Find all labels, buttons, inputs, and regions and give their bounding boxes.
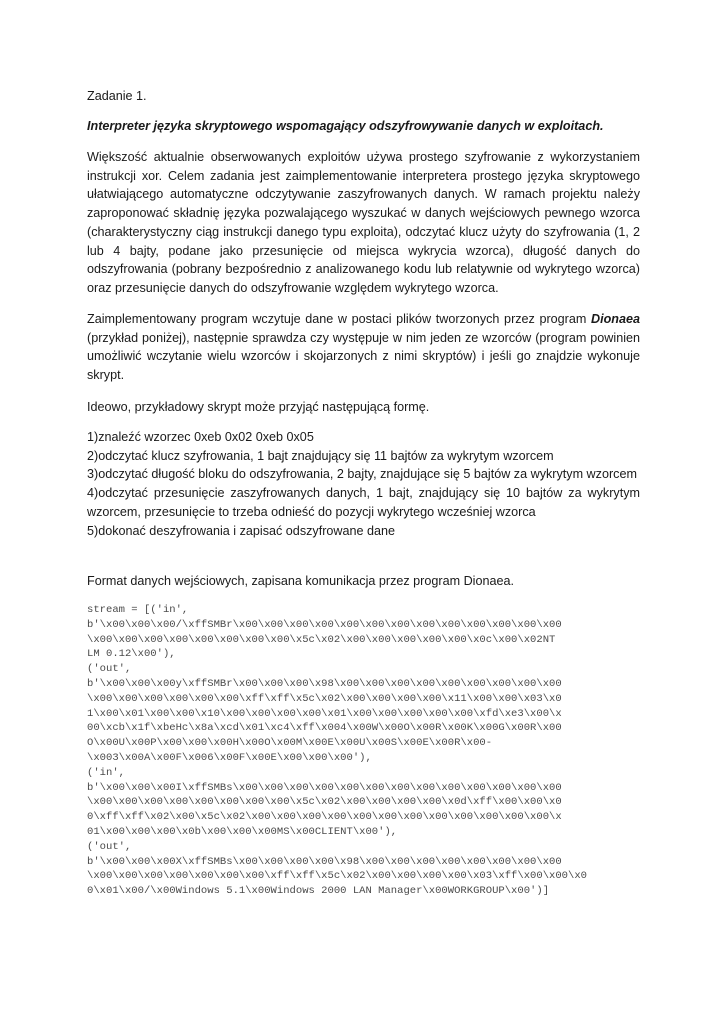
- list-item: 5)dokonać deszyfrowania i zapisać odszyfrowane dane: [87, 523, 396, 538]
- code-listing: stream = [('in', b'\x00\x00\x00/\xffSMBr\x00\x00\x00\x00\x00\x00\x00\x00\x00\x00\x00\x00\x00 \x00\x00\x00\x00\x00\x00\x00\x00\x5c\x02\x00\x00\x00\x00\x00\x0c\x00\x02NT LM 0.12\x00'), ('out', b'\x00\x00\x00y\xffSMBr\x00\x00\x00\x98\x00\x00\x00\x00\x00\x00\x00\x00\x00 \x00\x00\x00\x00\x00\x00\xff\xff\x5c\x02\x00\x00\x00\x00\x11\x00\x00\x03\x0 1\x00\x01\x00\x00\x10\x00\x00\x00\x00\x01\x00\x00\x00\x00\x00\xfd\xe3\x00\x 00\xcb\x1f\xbeHc\x8a\xcd\x01\xc4\xff\x004\x00W\x00O\x00R\x00K\x00G\x00R\x00 O\x00U\x00P\x00\x00\x00H\x00O\x00M\x00E\x00U\x00S\x00E\x00R\x00- \x003\x00A\x00F\x006\x00F\x00E\x00\x00\x00'), ('in', b'\x00\x00\x00I\xffSMBs\x00\x00\x00\x00\x00\x00\x00\x00\x00\x00\x00\x00\x00 \x00\x00\x00\x00\x00\x00\x00\x00\x5c\x02\x00\x00\x00\x00\x0d\xff\x00\x00\x0 0\xff\xff\x02\x00\x5c\x02\x00\x00\x00\x00\x00\x00\x00\x00\x00\x00\x00\x00\x 01\x00\x00\x00\x0b\x00\x00\x00MS\x00CLIENT\x00'), ('out', b'\x00\x00\x00X\xffSMBs\x00\x00\x00\x00\x98\x00\x00\x00\x00\x00\x00\x00\x00 \x00\x00\x00\x00\x00\x00\x00\xff\xff\x5c\x02\x00\x00\x00\x00\x03\xff\x00\x00\x0 0\x01\x00/\x00Windows 5.1\x00Windows 2000 LAN Manager\x00WORKGROUP\x00')]: [87, 604, 588, 898]
- task-label: Zadanie 1.: [87, 89, 147, 103]
- list-item: 3)odczytać długość bloku do odszyfrowania, 2 bajty, znajdujące się 5 bajtów za wykrytym wzorcem: [87, 467, 637, 482]
- input-format-label: Format danych wejściowych, zapisana komunikacja przez program Dionaea.: [87, 574, 514, 588]
- script-intro: Ideowo, przykładowy skrypt może przyjąć następującą formę.: [87, 400, 430, 414]
- dionaea-emphasis: Dionaea: [591, 312, 640, 326]
- list-item: 4)odczytać przesunięcie zaszyfrowanych danych, 1 bajt, znajdujący się 10 bajtów za wykrytym wzorcem, przesunięcie to trzeba odnieść do pozycji wykrytego wcześniej wzorca: [87, 486, 640, 519]
- program-paragraph-start: Zaimplementowany program wczytuje dane w postaci plików tworzonych przez program: [87, 312, 591, 326]
- intro-paragraph: Większość aktualnie obserwowanych exploitów używa prostego szyfrowanie z wykorzystaniem instrukcji xor. Celem zadania jest zaimplementowanie interpretera prostego języka skryptowego ułatwiającego automatyczne odczytywanie zaszyfrowanych danych. W ramach projektu należy zaproponować składnię języka pozwalającego wyszukać w danych wejściowych pewnego wzorca (charakterystyczny ciąg instrukcji danego typu exploita), odczytać klucz użyty do szyfrowania (1, 2 lub 4 bajty, podane jako przesunięcie od miejsca wykrycia wzorca), długość danych do odszyfrowania (pobrany bezpośrednio z analizowanego kodu lub relatywnie od wykrytego wzorca) oraz przesunięcie danych do odszyfrowanie względem wykrytego wzorca.: [87, 150, 640, 295]
- steps-list: [87, 428, 640, 540]
- list-item: 1)znaleźć wzorzec 0xeb 0x02 0xeb 0x05: [87, 430, 314, 444]
- list-item: 2)odczytać klucz szyfrowania, 1 bajt znajdujący się 11 bajtów za wykrytym wzorcem: [87, 448, 554, 463]
- program-paragraph: [87, 310, 640, 385]
- document-title: Interpreter języka skryptowego wspomagający odszyfrowywanie danych w exploitach.: [87, 119, 604, 133]
- program-paragraph-end: (przykład poniżej), następnie sprawdza czy występuje w nim jeden ze wzorców (program powinien umożliwić wczytanie wielu wzorców i skojarzonych z nimi skryptów) i jeśli go znajdzie wykonuje skrypt.: [87, 330, 640, 383]
